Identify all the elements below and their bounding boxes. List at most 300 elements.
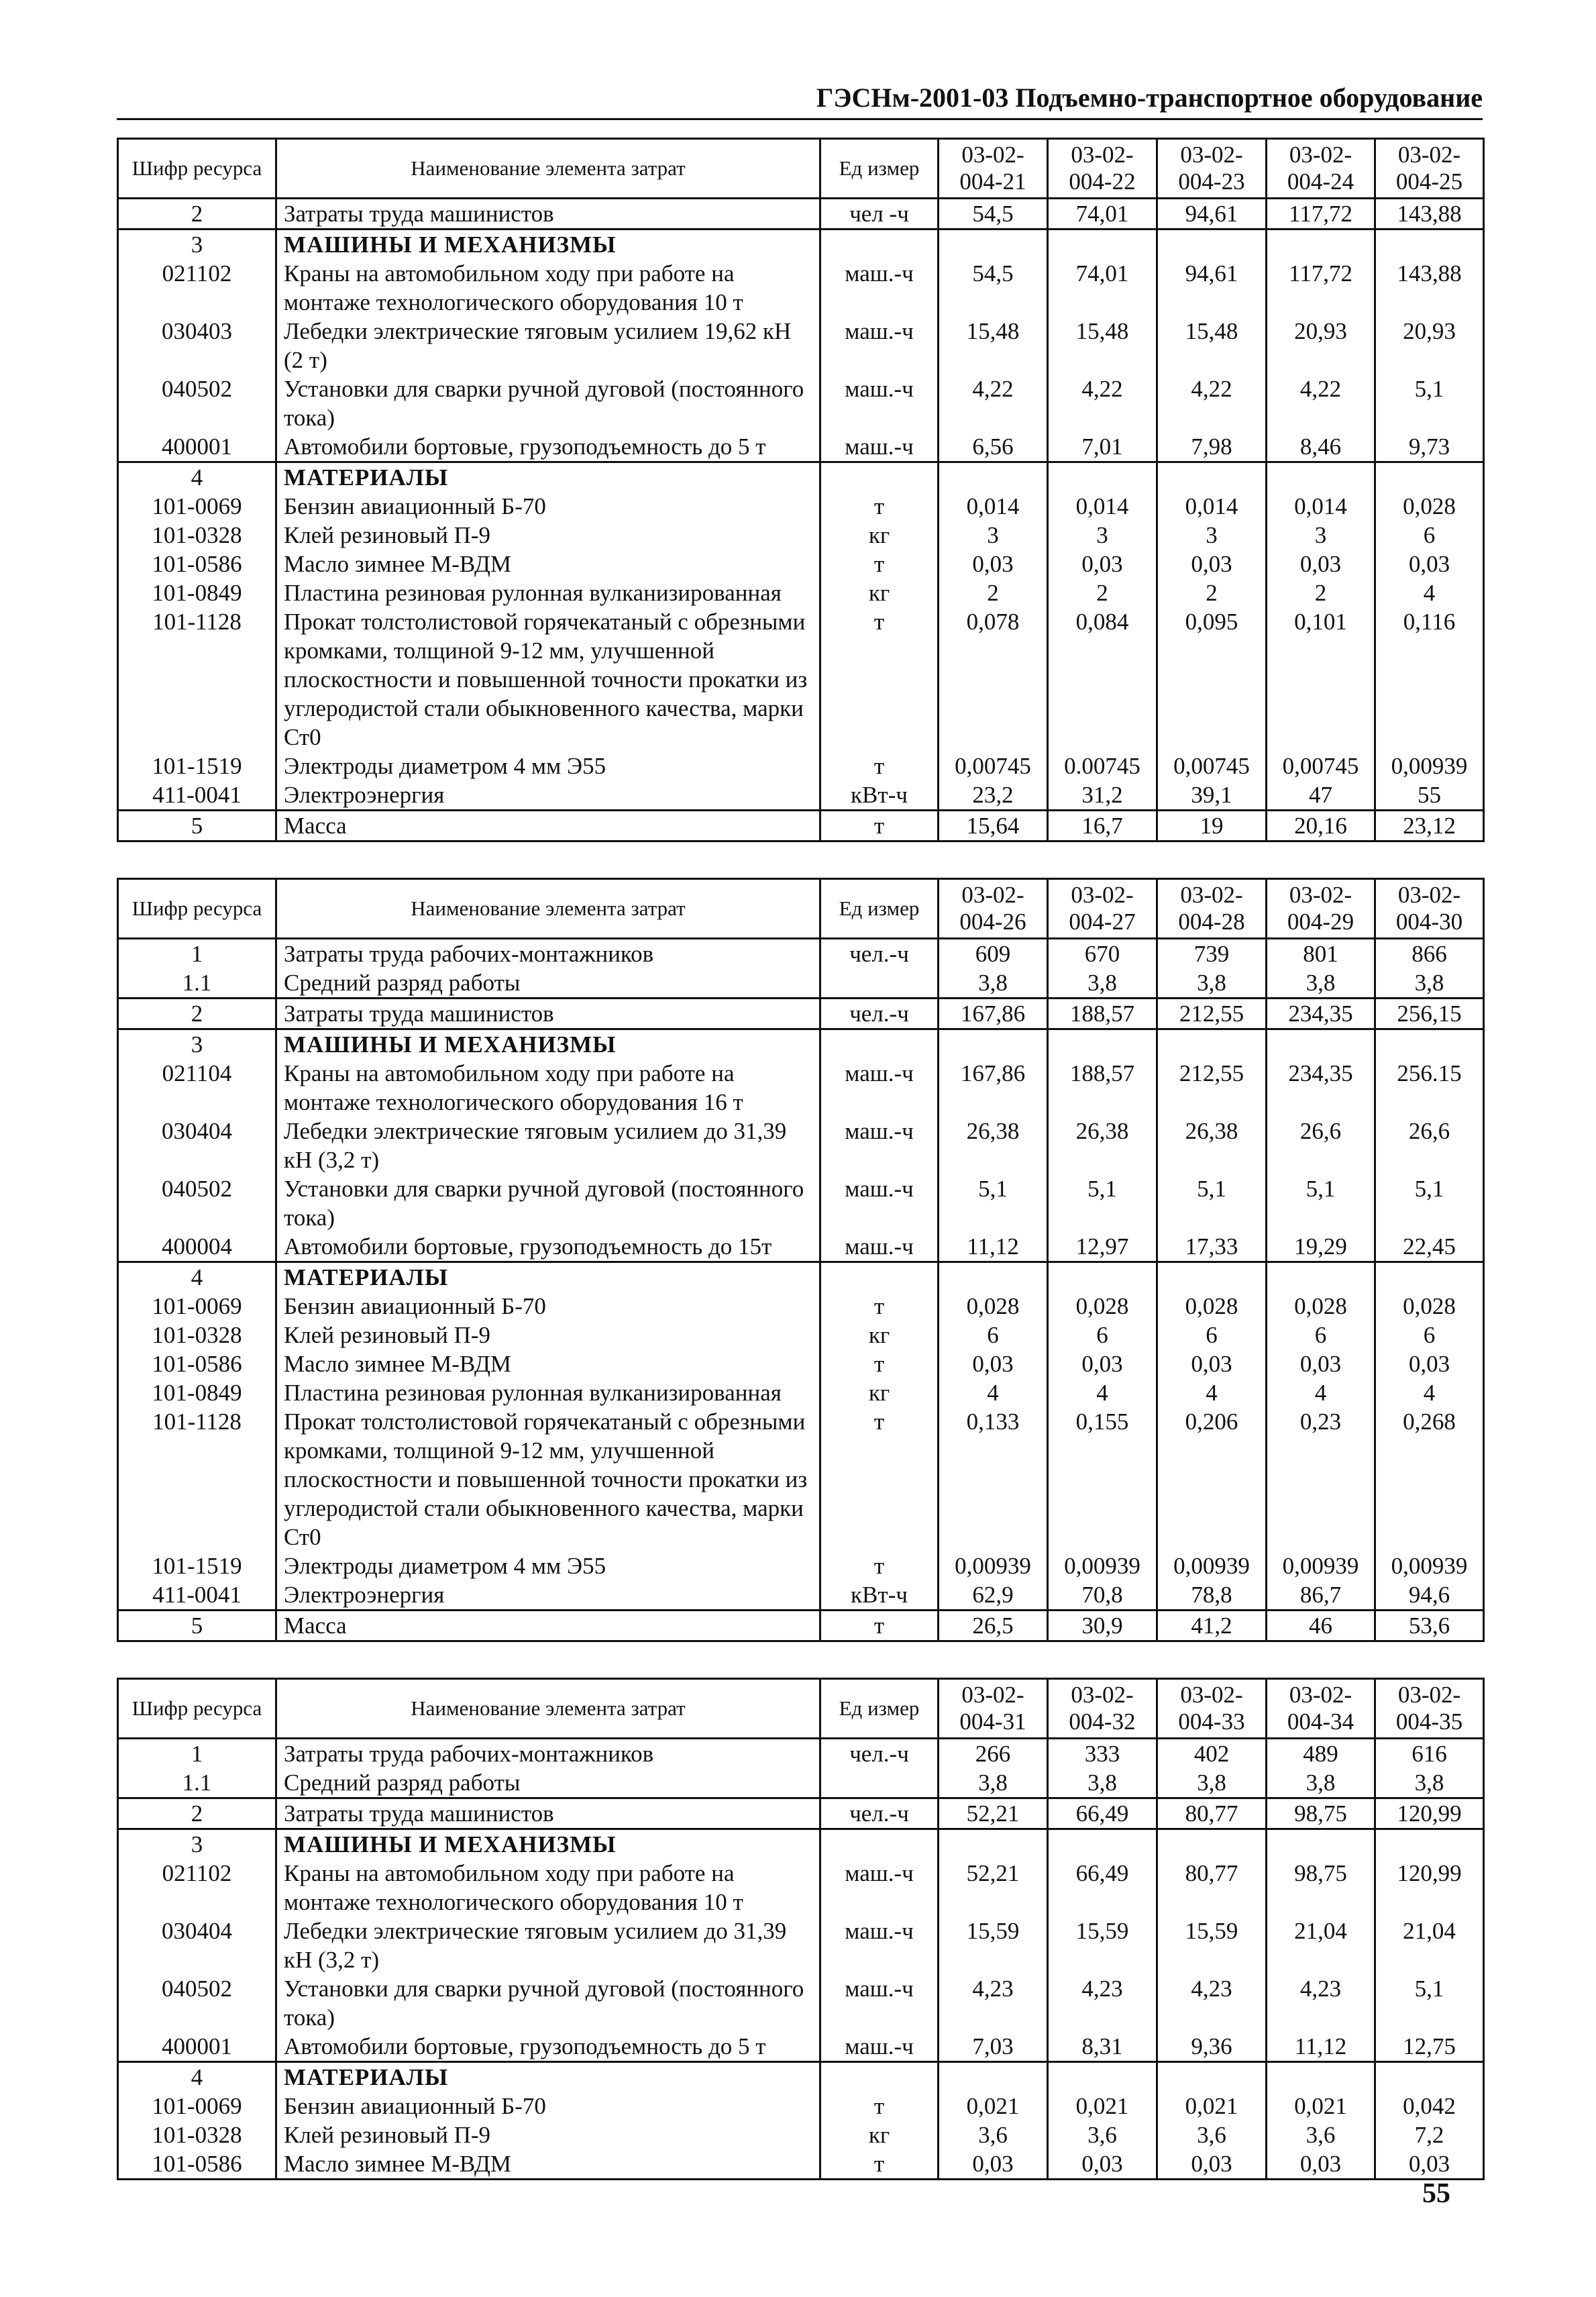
resource-code-cell: 1 — [118, 1739, 276, 1769]
table-header-row — [118, 879, 1484, 939]
unit-cell: кг — [820, 521, 939, 550]
unit-cell — [820, 1768, 939, 1798]
value-cell: 0,03 — [939, 2149, 1048, 2180]
table-row — [118, 2092, 1484, 2121]
value-cell: 3,8 — [1375, 968, 1484, 999]
value-cell: 3,8 — [1267, 1768, 1375, 1798]
table-row — [118, 1059, 1484, 1117]
resource-code-cell: 101-1519 — [118, 1551, 276, 1580]
value-cell: 20,16 — [1267, 811, 1375, 841]
value-cell — [1267, 2062, 1375, 2092]
value-cell: 4,22 — [1267, 374, 1375, 432]
unit-cell — [820, 2062, 939, 2092]
value-cell: 15,59 — [939, 1917, 1048, 1974]
column-header-rate: 03-02-004-26 — [939, 879, 1048, 939]
value-cell: 2 — [1267, 578, 1375, 607]
value-cell — [1048, 1029, 1157, 1060]
value-cell: 0,03 — [939, 550, 1048, 578]
unit-cell: чел.-ч — [820, 939, 939, 969]
value-cell: 143,88 — [1375, 259, 1484, 317]
value-cell: 9,73 — [1375, 432, 1484, 462]
value-cell: 19 — [1157, 811, 1267, 841]
value-cell: 6,56 — [939, 432, 1048, 462]
value-cell: 4,23 — [939, 1974, 1048, 2032]
resource-code-cell: 101-0328 — [118, 1321, 276, 1349]
value-cell: 0,014 — [1267, 492, 1375, 521]
value-cell: 7,03 — [939, 2032, 1048, 2062]
value-cell: 19,29 — [1267, 1232, 1375, 1262]
value-cell: 52,21 — [939, 1798, 1048, 1829]
value-cell: 5,1 — [1375, 1974, 1484, 2032]
table-row — [118, 259, 1484, 317]
value-cell: 0,014 — [939, 492, 1048, 521]
unit-cell: т — [820, 2092, 939, 2121]
value-cell: 2 — [939, 578, 1048, 607]
table-row — [118, 752, 1484, 780]
value-cell — [1048, 1262, 1157, 1292]
resource-code-cell: 3 — [118, 229, 276, 260]
value-cell: 4 — [1157, 1378, 1267, 1407]
resource-code-cell: 101-1128 — [118, 1407, 276, 1551]
cost-element-name-cell: Масло зимнее М-ВДМ — [276, 550, 820, 578]
resource-code-cell: 2 — [118, 199, 276, 229]
value-cell: 12,97 — [1048, 1232, 1157, 1262]
value-cell: 23,12 — [1375, 811, 1484, 841]
cost-element-name-cell: Пластина резиновая рулонная вулканизированная — [276, 1378, 820, 1407]
cost-element-name-cell: Установки для сварки ручной дуговой (постоянного тока) — [276, 1974, 820, 2032]
value-cell: 616 — [1375, 1739, 1484, 1769]
value-cell — [1267, 462, 1375, 493]
column-header-rate: 03-02-004-31 — [939, 1679, 1048, 1739]
column-header-rate: 03-02-004-21 — [939, 139, 1048, 199]
column-header-rate: 03-02-004-25 — [1375, 139, 1484, 199]
table-row — [118, 432, 1484, 462]
cost-element-name-cell: Масло зимнее М-ВДМ — [276, 2149, 820, 2180]
unit-cell: т — [820, 1292, 939, 1321]
cost-element-name-cell: Лебедки электрические тяговым усилием 19,62 кН (2 т) — [276, 317, 820, 374]
value-cell: 9,36 — [1157, 2032, 1267, 2062]
value-cell: 6 — [1375, 521, 1484, 550]
value-cell: 23,2 — [939, 780, 1048, 811]
resource-code-cell: 2 — [118, 1798, 276, 1829]
value-cell: 11,12 — [1267, 2032, 1375, 2062]
value-cell: 0,101 — [1267, 607, 1375, 752]
value-cell: 7,98 — [1157, 432, 1267, 462]
value-cell: 98,75 — [1267, 1798, 1375, 1829]
column-header-rate: 03-02-004-27 — [1048, 879, 1157, 939]
table-row — [118, 1378, 1484, 1407]
unit-cell: маш.-ч — [820, 317, 939, 374]
resource-code-cell: 101-0069 — [118, 1292, 276, 1321]
value-cell: 3,8 — [1157, 968, 1267, 999]
estimate-table-3 — [117, 1678, 1485, 2180]
value-cell: 4 — [1375, 578, 1484, 607]
unit-cell — [820, 229, 939, 260]
value-cell: 30,9 — [1048, 1611, 1157, 1641]
cost-element-name-cell: Автомобили бортовые, грузоподъемность до 5 т — [276, 432, 820, 462]
column-header-rate: 03-02-004-35 — [1375, 1679, 1484, 1739]
resource-code-cell: 411-0041 — [118, 780, 276, 811]
value-cell: 4 — [939, 1378, 1048, 1407]
cost-element-name-cell: Прокат толстолистовой горячекатаный с обрезными кромками, толщиной 9-12 мм, улучшенной плоскостности и повышенной точности прокатки из углеродистой стали обыкновенного качества, марки Ст0 — [276, 1407, 820, 1551]
value-cell — [1375, 1829, 1484, 1859]
value-cell: 0,155 — [1048, 1407, 1157, 1551]
value-cell: 39,1 — [1157, 780, 1267, 811]
column-header-name: Наименование элемента затрат — [276, 879, 820, 939]
value-cell: 117,72 — [1267, 259, 1375, 317]
column-header-unit: Ед измер — [820, 139, 939, 199]
value-cell: 0,03 — [1157, 550, 1267, 578]
unit-cell: кг — [820, 578, 939, 607]
cost-element-name-cell: МАТЕРИАЛЫ — [276, 1262, 820, 1292]
value-cell: 3,8 — [1375, 1768, 1484, 1798]
value-cell: 0.00745 — [1048, 752, 1157, 780]
value-cell: 0,095 — [1157, 607, 1267, 752]
unit-cell: т — [820, 1407, 939, 1551]
value-cell: 3,8 — [1048, 968, 1157, 999]
unit-cell: маш.-ч — [820, 374, 939, 432]
cost-element-name-cell: Затраты труда машинистов — [276, 999, 820, 1029]
value-cell: 5,1 — [1375, 374, 1484, 432]
value-cell — [1048, 2062, 1157, 2092]
value-cell — [1375, 2062, 1484, 2092]
value-cell: 120,99 — [1375, 1798, 1484, 1829]
unit-cell: чел.-ч — [820, 999, 939, 1029]
unit-cell — [820, 462, 939, 493]
table-row — [118, 374, 1484, 432]
resource-code-cell: 4 — [118, 462, 276, 493]
cost-element-name-cell: Установки для сварки ручной дуговой (постоянного тока) — [276, 374, 820, 432]
table-row — [118, 1917, 1484, 1974]
value-cell: 0,042 — [1375, 2092, 1484, 2121]
value-cell: 3,6 — [939, 2121, 1048, 2149]
section-row — [118, 1262, 1484, 1292]
value-cell: 3 — [1267, 521, 1375, 550]
cost-element-name-cell: Клей резиновый П-9 — [276, 1321, 820, 1349]
value-cell: 0,028 — [939, 1292, 1048, 1321]
page-header: ГЭСНм-2001-03 Подъемно-транспортное оборудование — [117, 79, 1483, 120]
value-cell: 0,00939 — [1048, 1551, 1157, 1580]
value-cell — [1267, 229, 1375, 260]
value-cell: 0,028 — [1157, 1292, 1267, 1321]
section-row — [118, 462, 1484, 493]
value-cell: 6 — [1157, 1321, 1267, 1349]
resource-code-cell: 101-0328 — [118, 2121, 276, 2149]
value-cell: 41,2 — [1157, 1611, 1267, 1641]
value-cell: 17,33 — [1157, 1232, 1267, 1262]
unit-cell: т — [820, 1349, 939, 1378]
cost-element-name-cell: Автомобили бортовые, грузоподъемность до 5 т — [276, 2032, 820, 2062]
unit-cell: маш.-ч — [820, 1059, 939, 1117]
value-cell: 47 — [1267, 780, 1375, 811]
value-cell — [1267, 1829, 1375, 1859]
table-row — [118, 492, 1484, 521]
table-row — [118, 999, 1484, 1029]
value-cell: 6 — [1048, 1321, 1157, 1349]
value-cell — [1157, 229, 1267, 260]
cost-element-name-cell: Клей резиновый П-9 — [276, 521, 820, 550]
resource-code-cell: 030403 — [118, 317, 276, 374]
resource-code-cell: 1 — [118, 939, 276, 969]
resource-code-cell: 101-0586 — [118, 1349, 276, 1378]
table-row — [118, 1768, 1484, 1798]
value-cell: 74,01 — [1048, 199, 1157, 229]
value-cell: 0,021 — [1267, 2092, 1375, 2121]
value-cell: 15,48 — [1048, 317, 1157, 374]
resource-code-cell: 5 — [118, 1611, 276, 1641]
value-cell — [939, 1262, 1048, 1292]
table-row — [118, 1551, 1484, 1580]
column-header-unit: Ед измер — [820, 879, 939, 939]
value-cell: 0,03 — [1048, 2149, 1157, 2180]
value-cell: 26,5 — [939, 1611, 1048, 1641]
value-cell: 188,57 — [1048, 1059, 1157, 1117]
value-cell: 256,15 — [1375, 999, 1484, 1029]
value-cell: 234,35 — [1267, 999, 1375, 1029]
table-row — [118, 199, 1484, 229]
resource-code-cell: 021104 — [118, 1059, 276, 1117]
value-cell: 3,8 — [1157, 1768, 1267, 1798]
value-cell: 0,03 — [1048, 1349, 1157, 1378]
table-row — [118, 780, 1484, 811]
unit-cell: маш.-ч — [820, 1117, 939, 1174]
cost-element-name-cell: Средний разряд работы — [276, 1768, 820, 1798]
value-cell: 0,014 — [1048, 492, 1157, 521]
cost-element-name-cell: Электроды диаметром 4 мм Э55 — [276, 752, 820, 780]
column-header-code: Шифр ресурса — [118, 879, 276, 939]
unit-cell: чел.-ч — [820, 1739, 939, 1769]
unit-cell: чел -ч — [820, 199, 939, 229]
unit-cell — [820, 1829, 939, 1859]
value-cell: 3,6 — [1267, 2121, 1375, 2149]
unit-cell: т — [820, 2149, 939, 2180]
value-cell — [1157, 2062, 1267, 2092]
estimate-table-2 — [117, 878, 1485, 1642]
value-cell: 66,49 — [1048, 1859, 1157, 1917]
value-cell — [1375, 229, 1484, 260]
resource-code-cell: 4 — [118, 2062, 276, 2092]
value-cell: 0,00939 — [939, 1551, 1048, 1580]
cost-element-name-cell: Лебедки электрические тяговым усилием до 31,39 кН (3,2 т) — [276, 1917, 820, 1974]
value-cell — [1157, 1829, 1267, 1859]
value-cell: 0,014 — [1157, 492, 1267, 521]
value-cell — [939, 1029, 1048, 1060]
value-cell: 4 — [1267, 1378, 1375, 1407]
cost-element-name-cell: Клей резиновый П-9 — [276, 2121, 820, 2149]
page-number: 55 — [1422, 2178, 1450, 2209]
table-row — [118, 1798, 1484, 1829]
value-cell: 4 — [1375, 1378, 1484, 1407]
value-cell: 0,268 — [1375, 1407, 1484, 1551]
resource-code-cell: 101-0849 — [118, 578, 276, 607]
table-row — [118, 2032, 1484, 2062]
table-row — [118, 1174, 1484, 1232]
value-cell: 11,12 — [939, 1232, 1048, 1262]
cost-element-name-cell: Прокат толстолистовой горячекатаный с обрезными кромками, толщиной 9-12 мм, улучшенной плоскостности и повышенной точности прокатки из углеродистой стали обыкновенного качества, марки Ст0 — [276, 607, 820, 752]
resource-code-cell: 3 — [118, 1829, 276, 1859]
value-cell: 6 — [939, 1321, 1048, 1349]
unit-cell: маш.-ч — [820, 1917, 939, 1974]
cost-element-name-cell: Электроэнергия — [276, 780, 820, 811]
resource-code-cell: 040502 — [118, 1174, 276, 1232]
value-cell: 15,59 — [1048, 1917, 1157, 1974]
table-row — [118, 1580, 1484, 1611]
resource-code-cell: 5 — [118, 811, 276, 841]
value-cell: 12,75 — [1375, 2032, 1484, 2062]
value-cell: 489 — [1267, 1739, 1375, 1769]
resource-code-cell: 030404 — [118, 1117, 276, 1174]
column-header-rate: 03-02-004-28 — [1157, 879, 1267, 939]
value-cell: 0,021 — [939, 2092, 1048, 2121]
value-cell: 0,028 — [1375, 1292, 1484, 1321]
value-cell: 143,88 — [1375, 199, 1484, 229]
value-cell: 0,00939 — [1157, 1551, 1267, 1580]
value-cell: 167,86 — [939, 999, 1048, 1029]
value-cell: 0,084 — [1048, 607, 1157, 752]
resource-code-cell: 400001 — [118, 432, 276, 462]
unit-cell: кг — [820, 1321, 939, 1349]
value-cell — [1267, 1262, 1375, 1292]
value-cell: 98,75 — [1267, 1859, 1375, 1917]
unit-cell: маш.-ч — [820, 2032, 939, 2062]
cost-element-name-cell: МАШИНЫ И МЕХАНИЗМЫ — [276, 1029, 820, 1060]
value-cell — [939, 462, 1048, 493]
value-cell: 15,64 — [939, 811, 1048, 841]
cost-element-name-cell: Средний разряд работы — [276, 968, 820, 999]
value-cell: 3,8 — [939, 968, 1048, 999]
column-header-rate: 03-02-004-33 — [1157, 1679, 1267, 1739]
resource-code-cell: 101-1128 — [118, 607, 276, 752]
unit-cell: т — [820, 492, 939, 521]
value-cell: 16,7 — [1048, 811, 1157, 841]
value-cell: 3,6 — [1157, 2121, 1267, 2149]
resource-code-cell: 101-1519 — [118, 752, 276, 780]
unit-cell: маш.-ч — [820, 432, 939, 462]
value-cell: 0,00939 — [1375, 1551, 1484, 1580]
value-cell: 188,57 — [1048, 999, 1157, 1029]
value-cell: 4,23 — [1267, 1974, 1375, 2032]
value-cell: 0,133 — [939, 1407, 1048, 1551]
value-cell: 55 — [1375, 780, 1484, 811]
value-cell: 4 — [1048, 1378, 1157, 1407]
value-cell: 7,2 — [1375, 2121, 1484, 2149]
value-cell: 20,93 — [1375, 317, 1484, 374]
value-cell: 3,8 — [1267, 968, 1375, 999]
value-cell: 212,55 — [1157, 999, 1267, 1029]
value-cell: 8,31 — [1048, 2032, 1157, 2062]
value-cell: 0,03 — [1048, 550, 1157, 578]
value-cell: 402 — [1157, 1739, 1267, 1769]
value-cell: 2 — [1157, 578, 1267, 607]
unit-cell: маш.-ч — [820, 1174, 939, 1232]
value-cell: 333 — [1048, 1739, 1157, 1769]
value-cell: 0,00939 — [1375, 752, 1484, 780]
value-cell — [939, 229, 1048, 260]
table-header-row — [118, 1679, 1484, 1739]
value-cell: 8,46 — [1267, 432, 1375, 462]
section-row — [118, 229, 1484, 260]
value-cell — [1375, 1262, 1484, 1292]
resource-code-cell: 101-0069 — [118, 2092, 276, 2121]
table-row — [118, 1321, 1484, 1349]
column-header-name: Наименование элемента затрат — [276, 139, 820, 199]
cost-element-name-cell: Краны на автомобильном ходу при работе на монтаже технологического оборудования 10 т — [276, 1859, 820, 1917]
value-cell: 26,6 — [1267, 1117, 1375, 1174]
value-cell: 6 — [1375, 1321, 1484, 1349]
value-cell: 3 — [1157, 521, 1267, 550]
cost-element-name-cell: Затраты труда рабочих-монтажников — [276, 1739, 820, 1769]
value-cell: 4,22 — [1048, 374, 1157, 432]
table-row — [118, 1611, 1484, 1641]
section-row — [118, 1029, 1484, 1060]
column-header-code: Шифр ресурса — [118, 139, 276, 199]
value-cell: 3 — [1048, 521, 1157, 550]
column-header-rate: 03-02-004-34 — [1267, 1679, 1375, 1739]
value-cell — [1157, 462, 1267, 493]
value-cell: 21,04 — [1267, 1917, 1375, 1974]
unit-cell — [820, 1029, 939, 1060]
value-cell: 609 — [939, 939, 1048, 969]
table-row — [118, 968, 1484, 999]
value-cell — [1375, 1029, 1484, 1060]
value-cell: 0,03 — [1375, 550, 1484, 578]
resource-code-cell: 021102 — [118, 1859, 276, 1917]
value-cell: 739 — [1157, 939, 1267, 969]
value-cell: 94,61 — [1157, 199, 1267, 229]
cost-element-name-cell: Краны на автомобильном ходу при работе на монтаже технологического оборудования 16 т — [276, 1059, 820, 1117]
value-cell — [1048, 229, 1157, 260]
unit-cell: чел.-ч — [820, 1798, 939, 1829]
resource-code-cell: 3 — [118, 1029, 276, 1060]
column-header-rate: 03-02-004-24 — [1267, 139, 1375, 199]
value-cell: 0,206 — [1157, 1407, 1267, 1551]
cost-element-name-cell: МАШИНЫ И МЕХАНИЗМЫ — [276, 1829, 820, 1859]
value-cell: 80,77 — [1157, 1859, 1267, 1917]
value-cell — [939, 1829, 1048, 1859]
value-cell: 0,028 — [1267, 1292, 1375, 1321]
value-cell: 54,5 — [939, 259, 1048, 317]
cost-element-name-cell: Затраты труда машинистов — [276, 1798, 820, 1829]
column-header-unit: Ед измер — [820, 1679, 939, 1739]
resource-code-cell: 101-0586 — [118, 550, 276, 578]
value-cell: 801 — [1267, 939, 1375, 969]
resource-code-cell: 411-0041 — [118, 1580, 276, 1611]
table-row — [118, 1292, 1484, 1321]
value-cell — [1157, 1262, 1267, 1292]
unit-cell — [820, 1262, 939, 1292]
cost-element-name-cell: Бензин авиационный Б-70 — [276, 492, 820, 521]
value-cell: 3 — [939, 521, 1048, 550]
unit-cell: маш.-ч — [820, 1974, 939, 2032]
table-header-row — [118, 139, 1484, 199]
resource-code-cell: 030404 — [118, 1917, 276, 1974]
table-row — [118, 607, 1484, 752]
resource-code-cell: 021102 — [118, 259, 276, 317]
column-header-rate: 03-02-004-32 — [1048, 1679, 1157, 1739]
table-row — [118, 2121, 1484, 2149]
value-cell: 0,116 — [1375, 607, 1484, 752]
value-cell: 70,8 — [1048, 1580, 1157, 1611]
value-cell: 0,03 — [1157, 1349, 1267, 1378]
value-cell: 3,8 — [1048, 1768, 1157, 1798]
value-cell: 0,00745 — [1267, 752, 1375, 780]
value-cell: 0,03 — [1375, 1349, 1484, 1378]
value-cell: 2 — [1048, 578, 1157, 607]
value-cell: 62,9 — [939, 1580, 1048, 1611]
value-cell: 66,49 — [1048, 1798, 1157, 1829]
value-cell — [1048, 1829, 1157, 1859]
value-cell: 26,38 — [1157, 1117, 1267, 1174]
